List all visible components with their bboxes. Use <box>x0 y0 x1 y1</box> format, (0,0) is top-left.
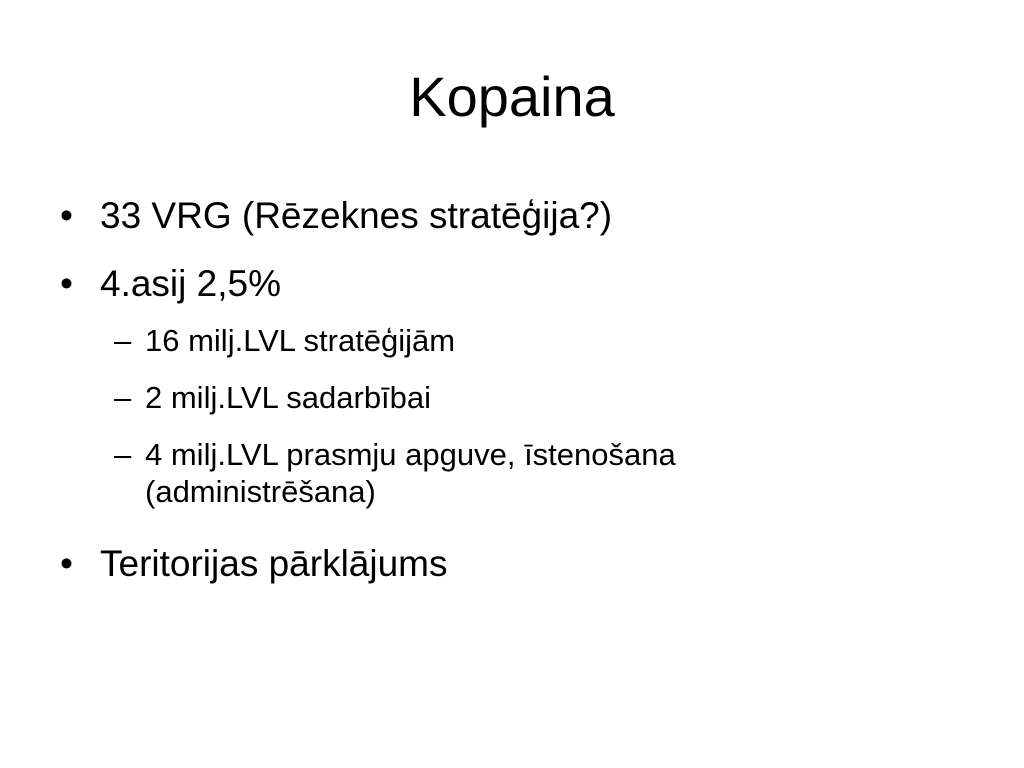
sub-bullet-text-line1: 4 milj.LVL prasmju apguve, īstenošana <box>145 437 676 472</box>
sub-bullet-text-line2: (administrēšana) <box>145 474 376 509</box>
slide-title: Kopaina <box>409 65 615 128</box>
bullet-dot-icon: • <box>60 543 73 584</box>
bullet-dot-icon: • <box>60 263 73 304</box>
dash-icon: – <box>114 437 132 472</box>
bullet-item <box>60 262 960 306</box>
bullet-text: 4.asij 2,5% <box>100 263 281 304</box>
dash-icon: – <box>114 323 132 358</box>
sub-bullet-item <box>114 436 874 510</box>
sub-bullet-text: 2 milj.LVL sadarbībai <box>145 380 432 415</box>
sub-bullet-item <box>114 322 874 359</box>
bullet-dot-icon: • <box>60 195 73 236</box>
dash-icon: – <box>114 380 132 415</box>
bullet-text: Teritorijas pārklājums <box>100 543 448 584</box>
sub-bullet-item <box>114 379 874 416</box>
sub-bullet-text: 16 milj.LVL stratēģijām <box>145 323 456 358</box>
bullet-text: 33 VRG (Rēzeknes stratēģija?) <box>100 195 613 236</box>
bullet-item <box>60 542 960 586</box>
bullet-item <box>60 194 960 238</box>
